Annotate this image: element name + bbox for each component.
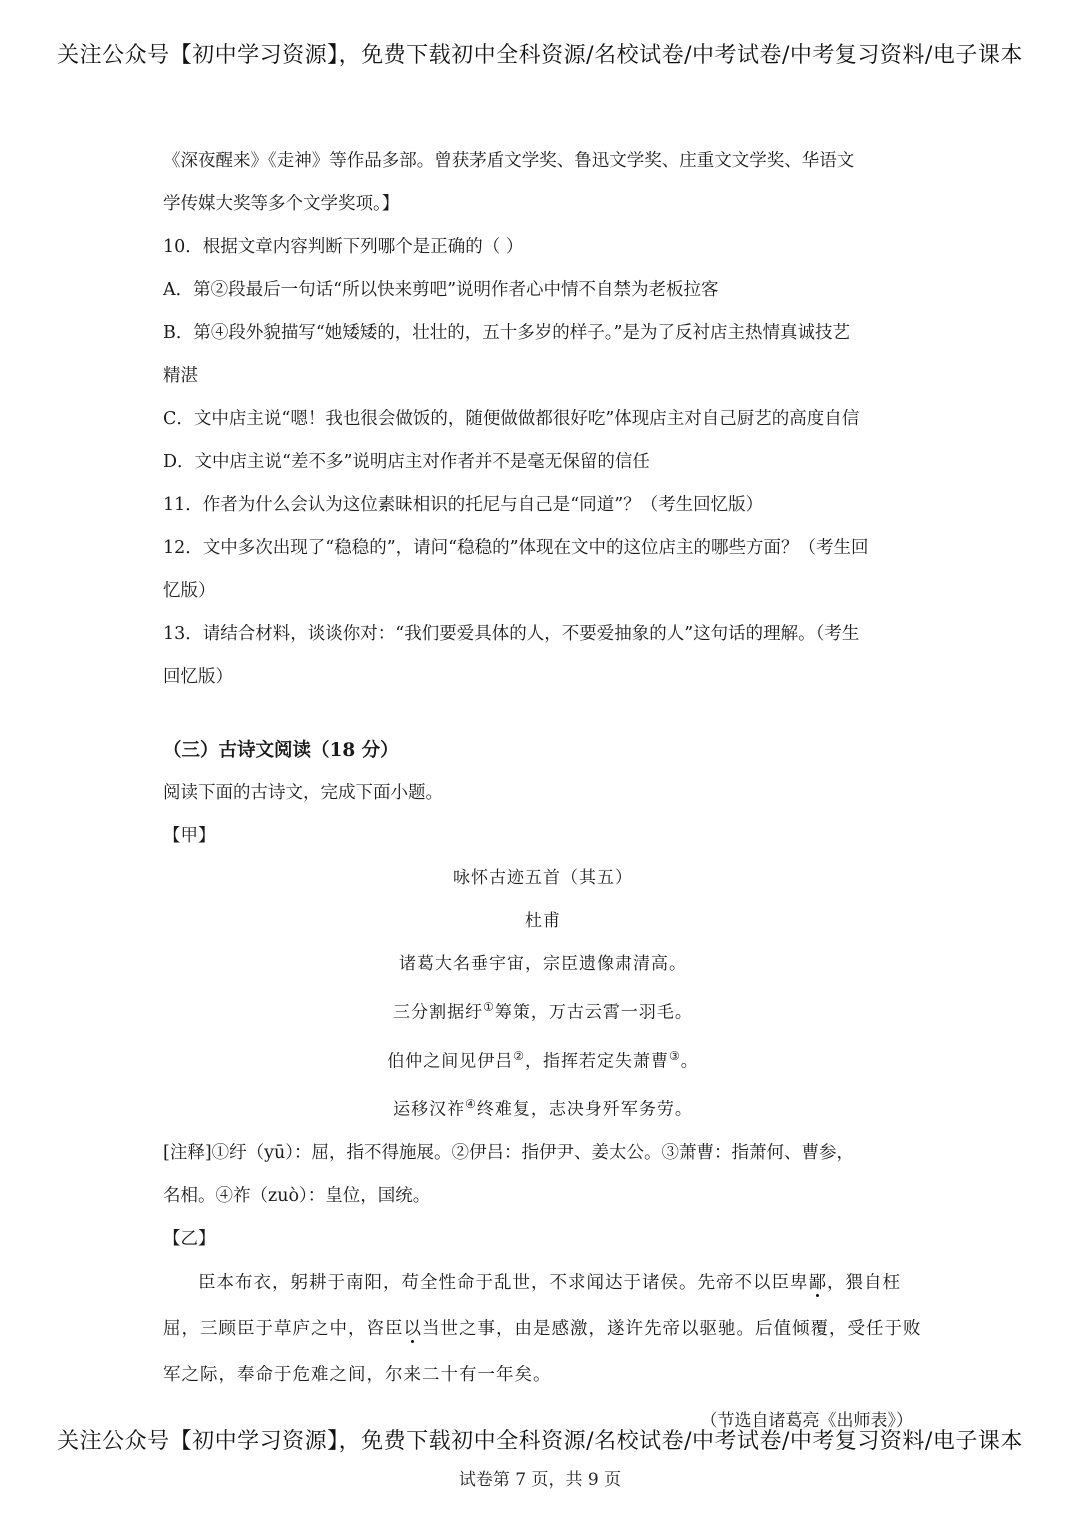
question-10-option-b: B．第④段外貌描写“她矮矮的，壮壮的，五十多岁的样子。”是为了反衬店主热情真诚技艺 — [163, 323, 851, 343]
annotation-line-1: [注释]①纡（yū）：屈，指不得施展。②伊吕：指伊尹、姜太公。③萧曹：指萧何、曹参， — [163, 1142, 855, 1163]
intro-line-2: 学传媒大奖等多个文学奖项。】 — [163, 194, 400, 214]
prose-part-3: 于败军之际，奉命于危难之间，尔来二十有一年矣。 — [163, 1318, 922, 1385]
footnote-marker-3: ③ — [669, 1048, 681, 1063]
section-heading: （三）古诗文阅读（18 分） — [163, 740, 399, 761]
poem-line-4-b: 终难复，志决身歼军务劳。 — [476, 1099, 693, 1120]
question-12-cont: 忆版） — [163, 581, 216, 601]
section-instruction: 阅读下面的古诗文，完成下面小题。 — [163, 783, 443, 803]
poem-line-2-b: 筹策，万古云霄一羽毛。 — [494, 1002, 693, 1023]
top-banner: 关注公众号【初中学习资源】，免费下载初中全科资源/名校试卷/中考试卷/中考复习资料/电子课本 — [57, 43, 1023, 68]
poem-line-3-c: 。 — [680, 1051, 699, 1072]
footnote-marker-2: ② — [513, 1048, 525, 1063]
question-12: 12．文中多次出现了“稳稳的”，请问“稳稳的”体现在文中的这位店主的哪些方面？（考生回 — [163, 538, 869, 558]
question-10-option-d: D．文中店主说“差不多”说明店主对作者并不是毫无保留的信任 — [163, 452, 650, 472]
annotation-line-2: 名相。④祚（zuò）：皇位，国统。 — [163, 1185, 431, 1206]
emphasized-char-yi: 以 — [403, 1318, 422, 1339]
page-number: 试卷第 7 页，共 9 页 — [458, 1470, 622, 1490]
question-11: 11．作者为什么会认为这位素昧相识的托尼与自己是“同道”？（考生回忆版） — [163, 495, 764, 515]
prose-part-1a: 臣本布衣，躬耕于南阳，苟全性命于乱世，不求闻达于诸侯。先帝不以臣卑 — [198, 1272, 809, 1293]
poem-line-1: 诸葛大名垂宇宙，宗臣遗像肃清高。 — [399, 954, 687, 974]
passage-jia-label: 【甲】 — [163, 826, 216, 846]
bottom-banner: 关注公众号【初中学习资源】，免费下载初中全科资源/名校试卷/中考试卷/中考复习资料/电子课本 — [57, 1429, 1023, 1454]
footnote-marker-4: ④ — [465, 1097, 477, 1112]
poem-line-2 — [163, 986, 923, 1035]
poem-title: 咏怀古迹五首（其五） — [453, 868, 633, 888]
emphasized-char-bi: 鄙 — [808, 1272, 827, 1293]
passage-yi-label: 【乙】 — [163, 1228, 216, 1249]
question-13: 13．请结合材料，谈谈你对：“我们要爱具体的人，不要爱抽象的人”这句话的理解。（考生 — [163, 624, 860, 644]
poem-line-3 — [163, 1035, 923, 1084]
prose-part-2a: 枉屈，三顾臣于草庐之中，咨臣 — [163, 1272, 901, 1339]
prose-part-1b: ，猥自 — [827, 1272, 883, 1293]
prose-passage — [163, 1260, 923, 1398]
prose-part-2b: 当世之事，由是感激，遂许先帝以驱驰。后值倾覆，受任 — [422, 1318, 885, 1339]
passage-source: （节选自诸葛亮《出师表》） — [700, 1410, 913, 1431]
poem-line-3-a: 伯仲之间见伊吕 — [387, 1051, 514, 1072]
question-10-option-c: C．文中店主说“嗯！我也很会做饭的，随便做做都很好吃”体现店主对自己厨艺的高度自信 — [163, 409, 860, 429]
question-10-option-a: A．第②段最后一句话“所以快来剪吧”说明作者心中情不自禁为老板拉客 — [163, 280, 719, 300]
question-10: 10．根据文章内容判断下列哪个是正确的（ ） — [163, 237, 524, 257]
question-13-cont: 回忆版） — [163, 667, 233, 687]
poem-line-2-a: 三分割据纡 — [393, 1002, 484, 1023]
intro-line-1: 《深夜醒来》《走神》等作品多部。曾获茅盾文学奖、鲁迅文学奖、庄重文文学奖、华语文 — [163, 151, 855, 171]
page-content — [163, 140, 923, 1444]
footnote-marker-1: ① — [483, 1000, 495, 1014]
poem-line-3-b: ，指挥若定失萧曹 — [525, 1051, 669, 1072]
poem-author: 杜甫 — [525, 911, 561, 931]
poem-line-4 — [163, 1083, 923, 1132]
question-10-option-b-cont: 精湛 — [163, 366, 198, 386]
poem-line-4-a: 运移汉祚 — [393, 1099, 466, 1120]
